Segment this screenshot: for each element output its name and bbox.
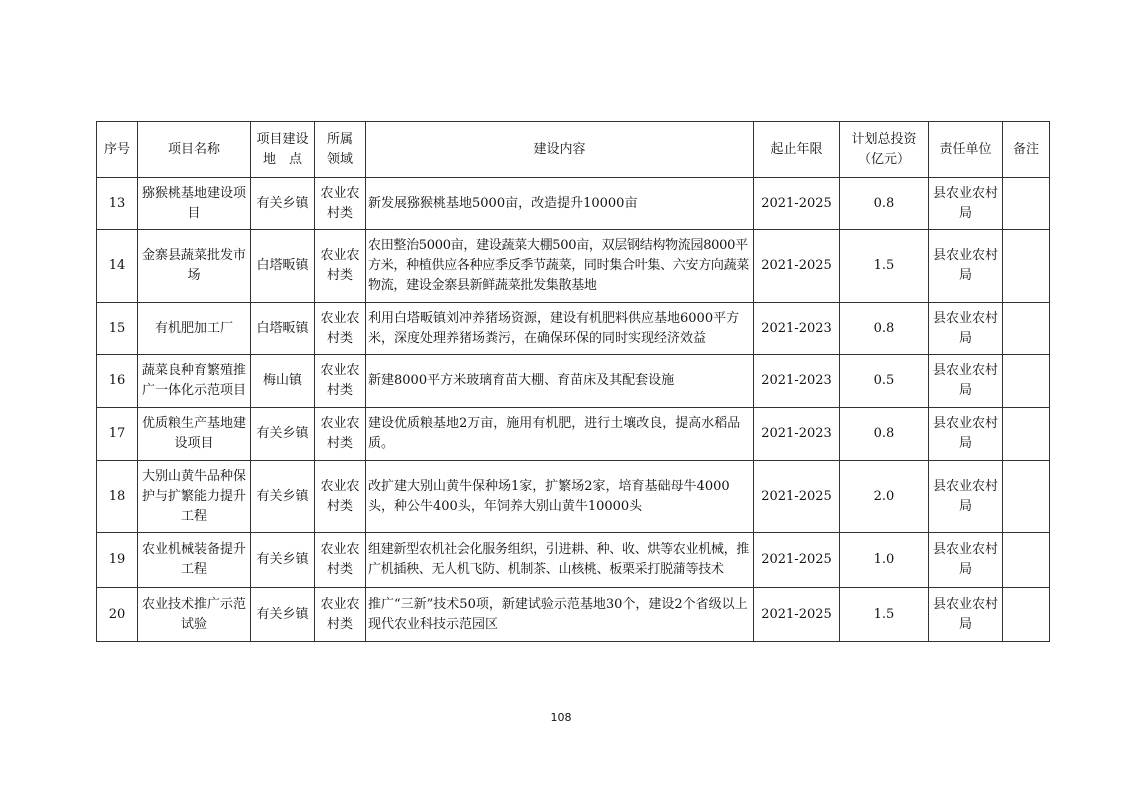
cell-unit: 县农业农村局 [929,461,1003,533]
cell-location: 有关乡镇 [251,408,315,461]
cell-no: 17 [97,408,138,461]
header-domain-line1: 所属 [326,131,353,147]
cell-period: 2021-2025 [754,230,840,303]
cell-content: 新发展猕猴桃基地5000亩，改造提升10000亩 [366,178,754,230]
cell-domain: 农业农村类 [315,230,366,303]
cell-no: 14 [97,230,138,303]
cell-period: 2021-2023 [754,303,840,355]
cell-unit: 县农业农村局 [929,230,1003,303]
header-period: 起止年限 [754,122,840,178]
cell-period: 2021-2023 [754,408,840,461]
cell-unit: 县农业农村局 [929,533,1003,588]
cell-content: 组建新型农机社会化服务组织，引进耕、种、收、烘等农业机械，推广机插秧、无人机飞防、机制茶、山核桃、板栗采打脱蒲等技术 [366,533,754,588]
cell-content: 新建8000平方米玻璃育苗大棚、育苗床及其配套设施 [366,355,754,408]
cell-investment: 1.5 [840,230,929,303]
project-table [96,121,1050,642]
cell-no: 19 [97,533,138,588]
cell-no: 20 [97,588,138,642]
cell-period: 2021-2025 [754,461,840,533]
cell-remark [1003,303,1050,355]
cell-unit: 县农业农村局 [929,178,1003,230]
header-content: 建设内容 [366,122,754,178]
cell-domain: 农业农村类 [315,533,366,588]
cell-domain: 农业农村类 [315,178,366,230]
cell-unit: 县农业农村局 [929,303,1003,355]
cell-remark [1003,461,1050,533]
cell-content: 农田整治5000亩，建设蔬菜大棚500亩，双层钢结构物流园8000平方米，种植供应各种应季反季节蔬菜，同时集合叶集、六安方向蔬菜物流，建设金寨县新鲜蔬菜批发集散基地 [366,230,754,303]
page-number: 108 [550,711,572,724]
cell-location: 有关乡镇 [251,533,315,588]
header-domain [315,122,366,178]
cell-investment: 0.8 [840,303,929,355]
cell-period: 2021-2023 [754,355,840,408]
cell-unit: 县农业农村局 [929,588,1003,642]
header-investment-line2: （亿元） [857,151,910,167]
cell-name: 猕猴桃基地建设项目 [138,178,251,230]
table-row [97,461,1050,533]
cell-content: 建设优质粮基地2万亩，施用有机肥，进行土壤改良，提高水稻品质。 [366,408,754,461]
cell-name: 农业技术推广示范试验 [138,588,251,642]
cell-name: 农业机械装备提升工程 [138,533,251,588]
cell-no: 18 [97,461,138,533]
cell-remark [1003,355,1050,408]
cell-location: 有关乡镇 [251,588,315,642]
cell-unit: 县农业农村局 [929,355,1003,408]
cell-domain: 农业农村类 [315,408,366,461]
header-remark: 备注 [1003,122,1050,178]
cell-investment: 1.5 [840,588,929,642]
table-row [97,408,1050,461]
table-row [97,355,1050,408]
table-row [97,230,1050,303]
cell-content: 推广“三新”技术50项，新建试验示范基地30个，建设2个省级以上现代农业科技示范园区 [366,588,754,642]
cell-period: 2021-2025 [754,588,840,642]
cell-remark [1003,588,1050,642]
cell-no: 16 [97,355,138,408]
table-row [97,533,1050,588]
cell-content: 改扩建大别山黄牛保种场1家，扩繁场2家，培育基础母牛4000头，种公牛400头，年饲养大别山黄牛10000头 [366,461,754,533]
header-no: 序号 [97,122,138,178]
table-row [97,303,1050,355]
cell-location: 梅山镇 [251,355,315,408]
cell-investment: 0.5 [840,355,929,408]
cell-domain: 农业农村类 [315,303,366,355]
cell-domain: 农业农村类 [315,461,366,533]
cell-content: 利用白塔畈镇刘冲养猪场资源，建设有机肥料供应基地6000平方米，深度处理养猪场粪污，在确保环保的同时实现经济效益 [366,303,754,355]
header-location [251,122,315,178]
cell-remark [1003,408,1050,461]
cell-name: 大别山黄牛品种保护与扩繁能力提升工程 [138,461,251,533]
header-unit: 责任单位 [929,122,1003,178]
cell-location: 有关乡镇 [251,178,315,230]
cell-no: 15 [97,303,138,355]
cell-investment: 1.0 [840,533,929,588]
cell-name: 金寨县蔬菜批发市场 [138,230,251,303]
header-domain-line2: 领域 [326,151,353,167]
cell-investment: 2.0 [840,461,929,533]
table-row [97,588,1050,642]
header-location-line2: 地 点 [262,151,302,167]
cell-remark [1003,230,1050,303]
table-header-row [97,122,1050,178]
table-row [97,178,1050,230]
cell-location: 有关乡镇 [251,461,315,533]
cell-domain: 农业农村类 [315,588,366,642]
cell-investment: 0.8 [840,408,929,461]
cell-period: 2021-2025 [754,533,840,588]
cell-remark [1003,533,1050,588]
header-location-line1: 项目建设 [256,131,309,147]
cell-no: 13 [97,178,138,230]
cell-name: 有机肥加工厂 [138,303,251,355]
cell-name: 优质粮生产基地建设项目 [138,408,251,461]
cell-investment: 0.8 [840,178,929,230]
header-investment [840,122,929,178]
cell-remark [1003,178,1050,230]
cell-domain: 农业农村类 [315,355,366,408]
cell-location: 白塔畈镇 [251,303,315,355]
cell-period: 2021-2025 [754,178,840,230]
header-name: 项目名称 [138,122,251,178]
cell-location: 白塔畈镇 [251,230,315,303]
cell-unit: 县农业农村局 [929,408,1003,461]
cell-name: 蔬菜良种育繁殖推广一体化示范项目 [138,355,251,408]
header-investment-line1: 计划总投资 [851,131,917,147]
